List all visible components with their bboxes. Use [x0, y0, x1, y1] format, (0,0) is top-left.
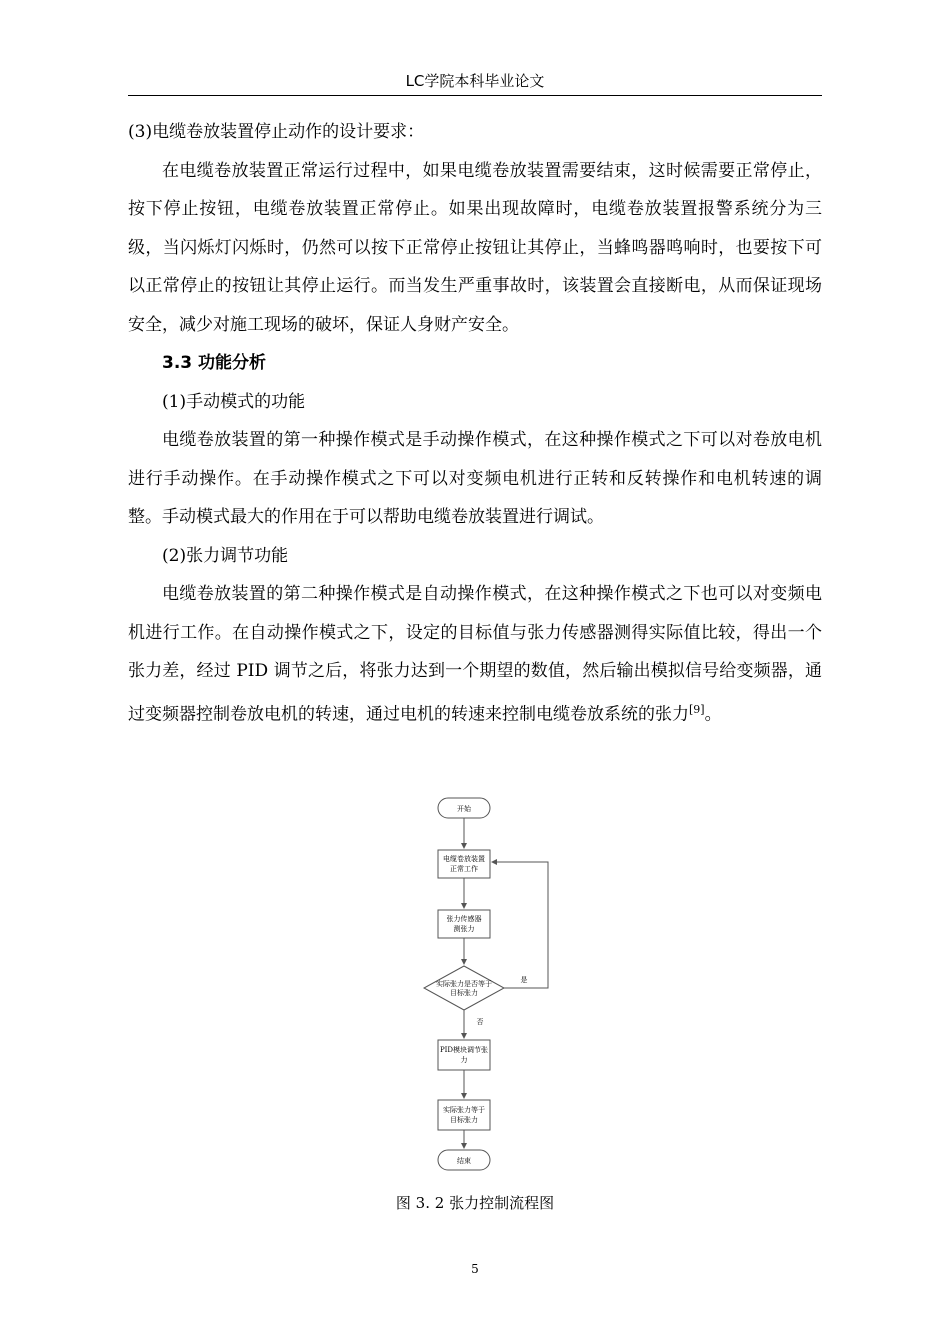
step1-label-line1: 电缆卷放装置	[443, 855, 485, 863]
header-rule	[128, 95, 822, 96]
start-label: 开始	[457, 805, 471, 813]
decision-label-line2: 目标张力	[450, 989, 478, 997]
step4-label-line2: 目标张力	[450, 1116, 478, 1124]
paragraph-manual-mode: 电缆卷放装置的第一种操作模式是手动操作模式，在这种操作模式之下可以对卷放电机进行手动操作。在手动操作模式之下可以对变频电机进行正转和反转操作和电机转速的调整。手动模式最大的作用在于可以帮助电缆卷放装置进行调试。	[128, 430, 822, 527]
item-title-tension-control: (2)张力调节功能	[162, 545, 289, 566]
step3-label-line2: 力	[460, 1056, 468, 1064]
page-number: 5	[471, 1262, 479, 1276]
paragraph-tension-end: 。	[704, 704, 722, 725]
figure-caption: 图 3. 2 张力控制流程图	[395, 1194, 555, 1212]
tension-control-flowchart	[400, 790, 580, 1180]
decision-label-line1: 实际张力是否等于	[436, 980, 492, 988]
paragraph-tension-control	[128, 575, 822, 734]
no-label: 否	[476, 1018, 484, 1026]
yes-label: 是	[520, 976, 528, 984]
end-label: 结束	[457, 1157, 471, 1165]
section-heading-3-3: 3.3 功能分析	[162, 353, 267, 373]
step4-label-line1: 实际张力等于	[443, 1106, 485, 1114]
step-tension-equal-box	[438, 1100, 490, 1130]
paragraph-tension-text: 电缆卷放装置的第二种操作模式是自动操作模式，在这种操作模式之下也可以对变频电机进行工作。在自动操作模式之下，设定的目标值与张力传感器测得实际值比较，得出一个张力差，经过 PID 调节之后，将张力达到一个期望的数值，然后输出模拟信号给变频器，通过变频器控制卷放电机的转速，通过电机的转速来控制电缆卷放系统的张力	[128, 584, 822, 725]
item-title-stop-requirements: (3)电缆卷放装置停止动作的设计要求：	[128, 122, 425, 142]
decision-diamond	[424, 966, 504, 1010]
step-pid-adjust-box	[438, 1040, 490, 1070]
step2-label-line2: 测张力	[453, 925, 475, 933]
yes-loop-line	[492, 862, 548, 988]
step3-label-line1: PID模块调节张	[439, 1046, 489, 1054]
body-content	[128, 113, 822, 734]
paragraph-stop-requirements: 在电缆卷放装置正常运行过程中，如果电缆卷放装置需要结束，这时候需要正常停止，按下停止按钮，电缆卷放装置正常停止。如果出现故障时，电缆卷放装置报警系统分为三级，当闪烁灯闪烁时，仍然可以按下正常停止按钮让其停止，当蜂鸣器鸣响时，也要按下可以正常停止的按钮让其停止运行。而当发生严重事故时，该装置会直接断电，从而保证现场安全，减少对施工现场的破坏，保证人身财产安全。	[128, 160, 822, 335]
page-header: LC学院本科毕业论文	[405, 72, 545, 90]
item-title-manual-mode: (1)手动模式的功能	[162, 391, 306, 412]
citation-9: [9]	[689, 702, 705, 716]
step1-label-line2: 正常工作	[450, 865, 478, 873]
step2-label-line1: 张力传感器	[446, 915, 482, 923]
